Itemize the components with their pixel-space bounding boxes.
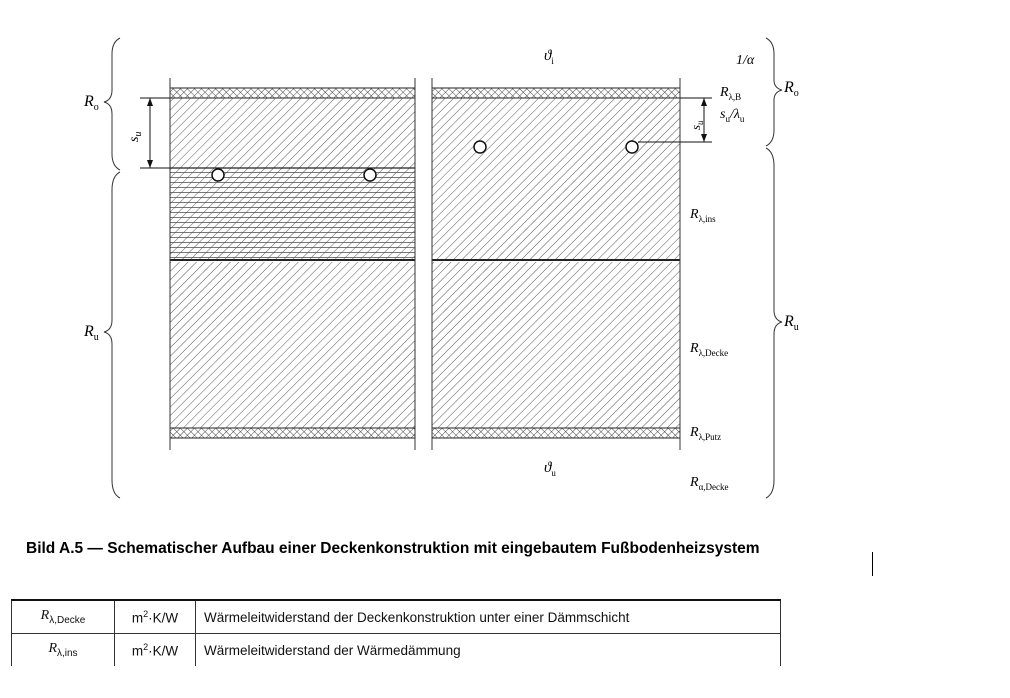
- insulation-layer-left: [170, 168, 415, 260]
- figure-caption: Bild A.5 — Schematischer Aufbau einer Deckenkonstruktion mit eingebautem Fußbodenheizsystem: [26, 540, 760, 557]
- r-lambda-decke-label: $R_{\lambda,Decke}$: [690, 341, 729, 358]
- right-brace-ru: [766, 148, 782, 498]
- screed-layer-left: [170, 98, 415, 168]
- symbol-cell: $R_{\lambda,Decke}$: [12, 600, 115, 634]
- unit-cell: $m^2\cdot K/W$: [115, 634, 196, 667]
- table-row: [12, 634, 781, 667]
- r-lambda-b-label: $R_{\lambda,B}$: [720, 85, 742, 102]
- right-floor-section: [432, 78, 712, 450]
- insulation-layer-right: [432, 168, 680, 260]
- theta-i-label: $ϑ_i$: [544, 48, 554, 66]
- r-u-right-label: $R_u$: [784, 313, 799, 333]
- unit-cell: $m^2\cdot K/W$: [115, 600, 196, 634]
- s-u-left-label: $s_u$: [127, 131, 144, 142]
- top-finish-layer-right: [432, 88, 680, 98]
- top-finish-layer-left: [170, 88, 415, 98]
- left-brace-ro: [104, 38, 120, 170]
- heating-pipe: [364, 169, 376, 181]
- r-lambda-ins-label: $R_{\lambda,ins}$: [690, 207, 716, 224]
- r-o-left-label: $R_o$: [84, 93, 99, 113]
- theta-u-label: $ϑ_u$: [544, 460, 556, 478]
- heating-pipe: [626, 141, 638, 153]
- s-u-right-label: $s_u$: [688, 120, 705, 130]
- left-su-dimension: [140, 98, 170, 168]
- slab-layer-right: [432, 262, 680, 428]
- description-cell: Wärmeleitwiderstand der Wärmedämmung: [196, 634, 781, 667]
- change-bar: [872, 552, 873, 576]
- r-u-left-label: $R_u$: [84, 323, 99, 343]
- r-lambda-putz-label: $R_{\lambda,Putz}$: [690, 425, 722, 442]
- symbol-cell: $R_{\lambda,ins}$: [12, 634, 115, 667]
- one-over-alpha-label: 1/α: [736, 53, 755, 68]
- left-brace-ru: [104, 172, 120, 498]
- heating-pipe: [212, 169, 224, 181]
- plaster-layer-left: [170, 428, 415, 438]
- screed-layer-right: [432, 98, 680, 168]
- right-brace-ro: [766, 38, 782, 146]
- left-floor-section: [170, 78, 415, 450]
- right-su-dimension: [680, 98, 712, 142]
- slab-layer-left: [170, 262, 415, 428]
- plaster-layer-right: [432, 428, 680, 438]
- r-alpha-decke-label: $R_{\alpha,Decke}$: [690, 475, 729, 492]
- symbol-table: [11, 599, 781, 666]
- r-o-right-label: $R_o$: [784, 79, 799, 99]
- su-lambda-u-label: $s_u/\lambda_u$: [720, 107, 745, 124]
- table-row: [12, 600, 781, 634]
- heating-pipe: [474, 141, 486, 153]
- description-cell: Wärmeleitwiderstand der Deckenkonstruktion unter einer Dämmschicht: [196, 600, 781, 634]
